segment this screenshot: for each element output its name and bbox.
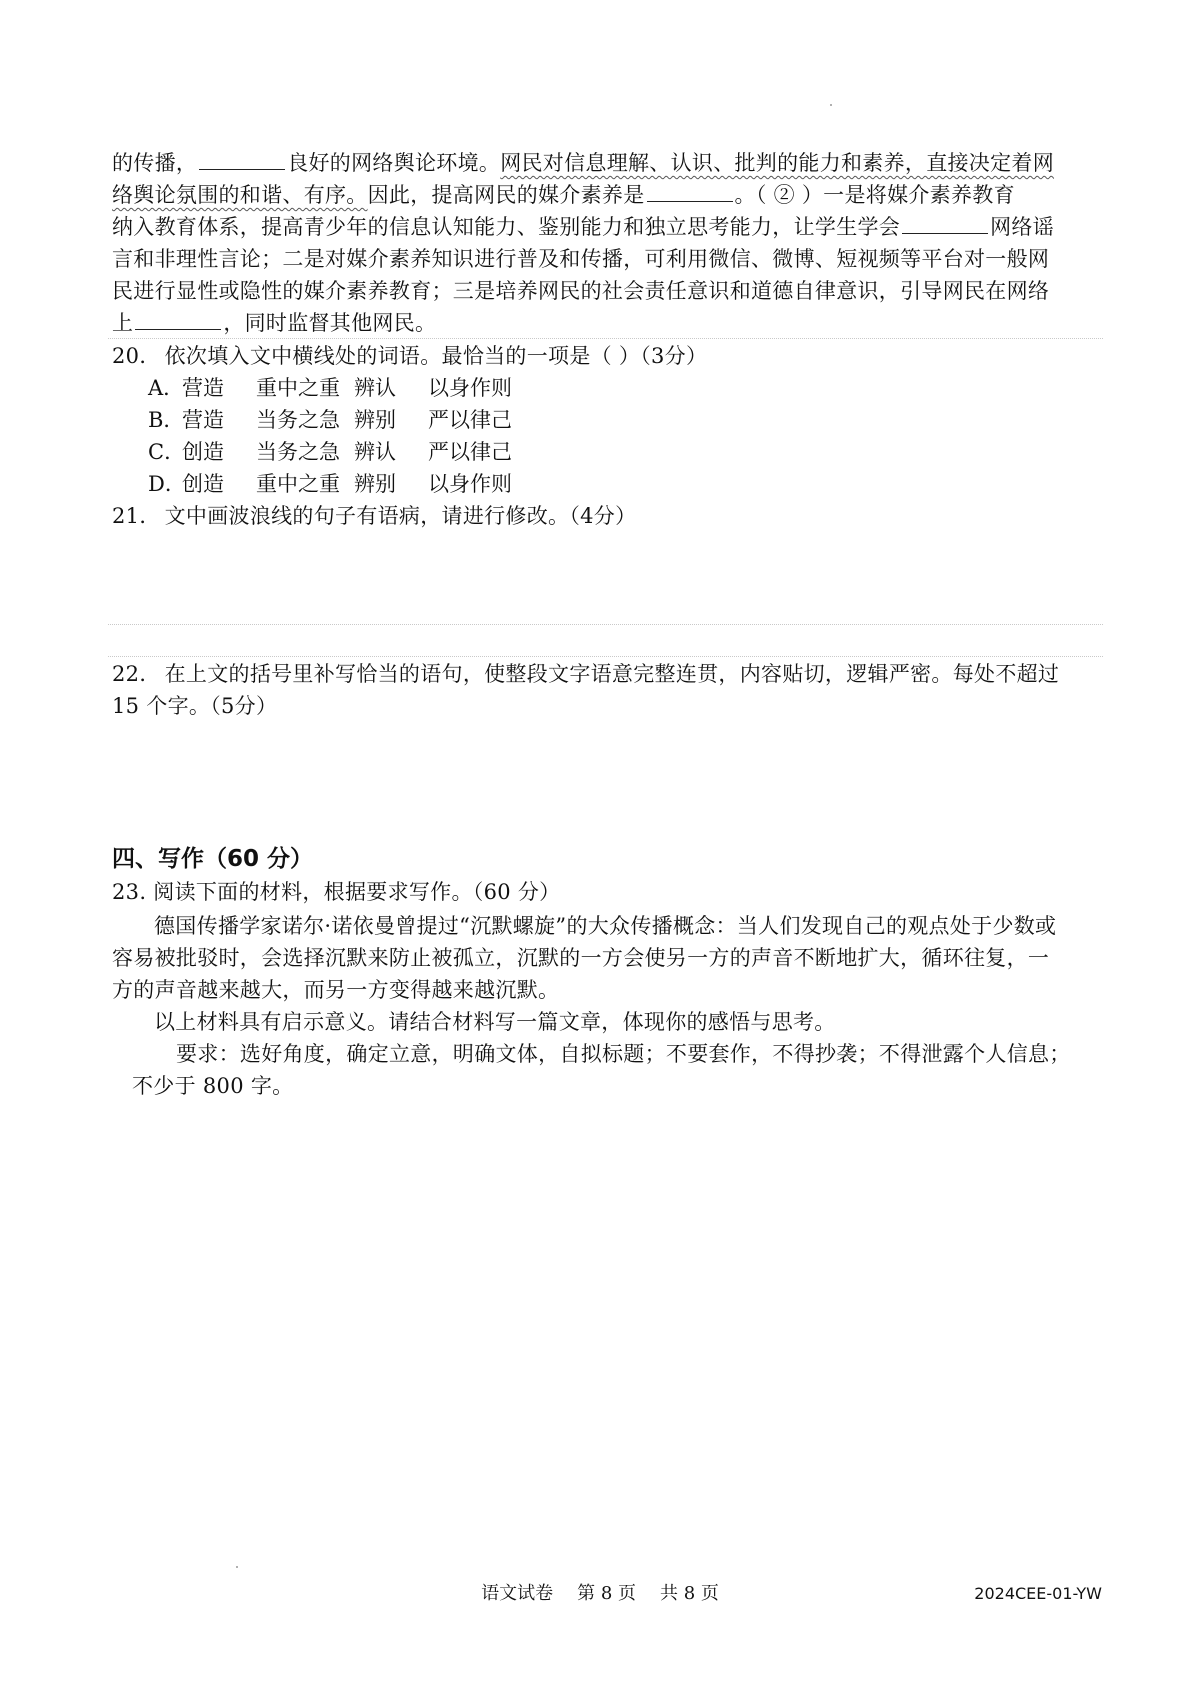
passage-line [112,179,1102,211]
question-text: 文中画波浪线的句子有语病，请进行修改。（4分） [164,504,637,528]
question-text: 在上文的括号里补写恰当的语句，使整段文字语意完整连贯，内容贴切，逻辑严密。每处不超过 [164,662,1060,686]
passage-text: 良好的网络舆论环境。 [287,151,501,175]
passage-text: 纳入教育体系，提高青少年的信息认知能力、鉴别能力和独立思考能力，让学生学会 [112,215,901,239]
footer-exam-code: 2024CEE-01-YW [974,1584,1102,1603]
option-a[interactable] [148,372,512,404]
writing-requirement [176,1038,1071,1070]
question-20 [112,340,707,372]
answer-blank-2[interactable] [647,181,733,202]
question-21 [112,500,636,532]
answer-blank-1[interactable] [199,149,285,170]
reading-passage [112,147,1102,339]
option-word: 辨别 [354,408,396,432]
option-letter: A． [148,376,185,400]
option-word: 重中之重 [256,376,340,400]
question-22-continued [112,690,277,722]
option-word: 严以律己 [428,408,512,432]
requirement-text: 要求：选好角度，确定立意，明确文体，自拟标题；不要套作，不得抄袭；不得泄露个人信息； [176,1042,1071,1066]
option-d[interactable] [148,468,512,500]
writing-requirement-continued [132,1070,293,1102]
footer-subject: 语文试卷 [481,1583,554,1604]
passage-text: 因此，提高网民的媒介素养是 [367,183,645,207]
passage-text: 。（ ② ）一是将媒介素养教育 [734,183,1015,207]
question-23 [112,876,560,908]
answer-blank-3[interactable] [902,213,988,234]
passage-line [112,275,1102,307]
option-word: 重中之重 [256,472,340,496]
wavy-underlined-sentence: 络舆论氛围的和谐、有序。 [112,183,368,207]
option-word: 当务之急 [256,408,340,432]
option-letter: B． [148,408,185,432]
passage-text: 网络谣 [990,215,1055,239]
question-number: 20． [112,344,161,368]
passage-line [112,307,1102,339]
passage-line [112,211,1102,243]
option-word: 创造 [182,440,224,464]
passage-text: 上 [112,311,134,335]
material-line: 方的声音越来越大，而另一方变得越来越沉默。 [112,978,560,1002]
passage-text: 言和非理性言论；二是对媒介素养知识进行普及和传播，可利用微信、微博、短视频等平台对一般网 [112,247,1050,271]
option-word: 辨别 [354,472,396,496]
option-b[interactable] [148,404,512,436]
material-line: 容易被批驳时，会选择沉默来防止被孤立，沉默的一方会使另一方的声音不断地扩大，循环往复，一 [112,946,1050,970]
option-word: 当务之急 [256,440,340,464]
option-letter: D． [148,472,186,496]
option-word: 营造 [182,408,224,432]
passage-line [112,243,1102,275]
passage-text: 的传播， [112,151,198,175]
wavy-underlined-sentence: 网民对信息理解、认识、批判的能力和素养，直接决定着网 [500,151,1055,175]
dotted-divider [108,338,1103,339]
material-line: 德国传播学家诺尔·诺依曼曾提过“沉默螺旋”的大众传播概念：当人们发现自己的观点处于少数或 [154,914,1057,938]
writing-material [112,910,1102,1006]
scan-speck [236,1566,238,1568]
question-text: 依次填入文中横线处的词语。最恰当的一项是（ ）（3分） [164,344,708,368]
instruction-text: 以上材料具有启示意义。请结合材料写一篇文章，体现你的感悟与思考。 [154,1010,836,1034]
answer-blank-4[interactable] [135,309,221,330]
option-word: 严以律己 [428,440,512,464]
question-text: 23. 阅读下面的材料，根据要求写作。（60 分） [112,880,561,904]
dotted-divider [108,624,1103,625]
dotted-divider [108,656,1103,657]
passage-text: ，同时监督其他网民。 [223,311,437,335]
option-c[interactable] [148,436,512,468]
option-word: 营造 [182,376,224,400]
option-word: 辨认 [354,376,396,400]
section-title: 四、写作（60 分） [112,846,314,872]
option-word: 辨认 [354,440,396,464]
option-letter: C． [148,440,186,464]
passage-text: 民进行显性或隐性的媒介素养教育；三是培养网民的社会责任意识和道德自律意识，引导网民在网络 [112,279,1050,303]
passage-line [112,147,1102,179]
scan-speck [830,104,832,106]
option-word: 以身作则 [428,376,512,400]
option-word: 创造 [182,472,224,496]
question-number: 22． [112,662,161,686]
requirement-text: 不少于 800 字。 [132,1074,294,1098]
question-number: 21． [112,504,161,528]
footer-page-number: 第 8 页 [577,1583,636,1604]
option-word: 以身作则 [428,472,512,496]
question-text: 15 个字。（5分） [112,694,278,718]
question-22 [112,658,1059,690]
writing-instruction [154,1006,836,1038]
footer-total-pages: 共 8 页 [660,1583,719,1604]
